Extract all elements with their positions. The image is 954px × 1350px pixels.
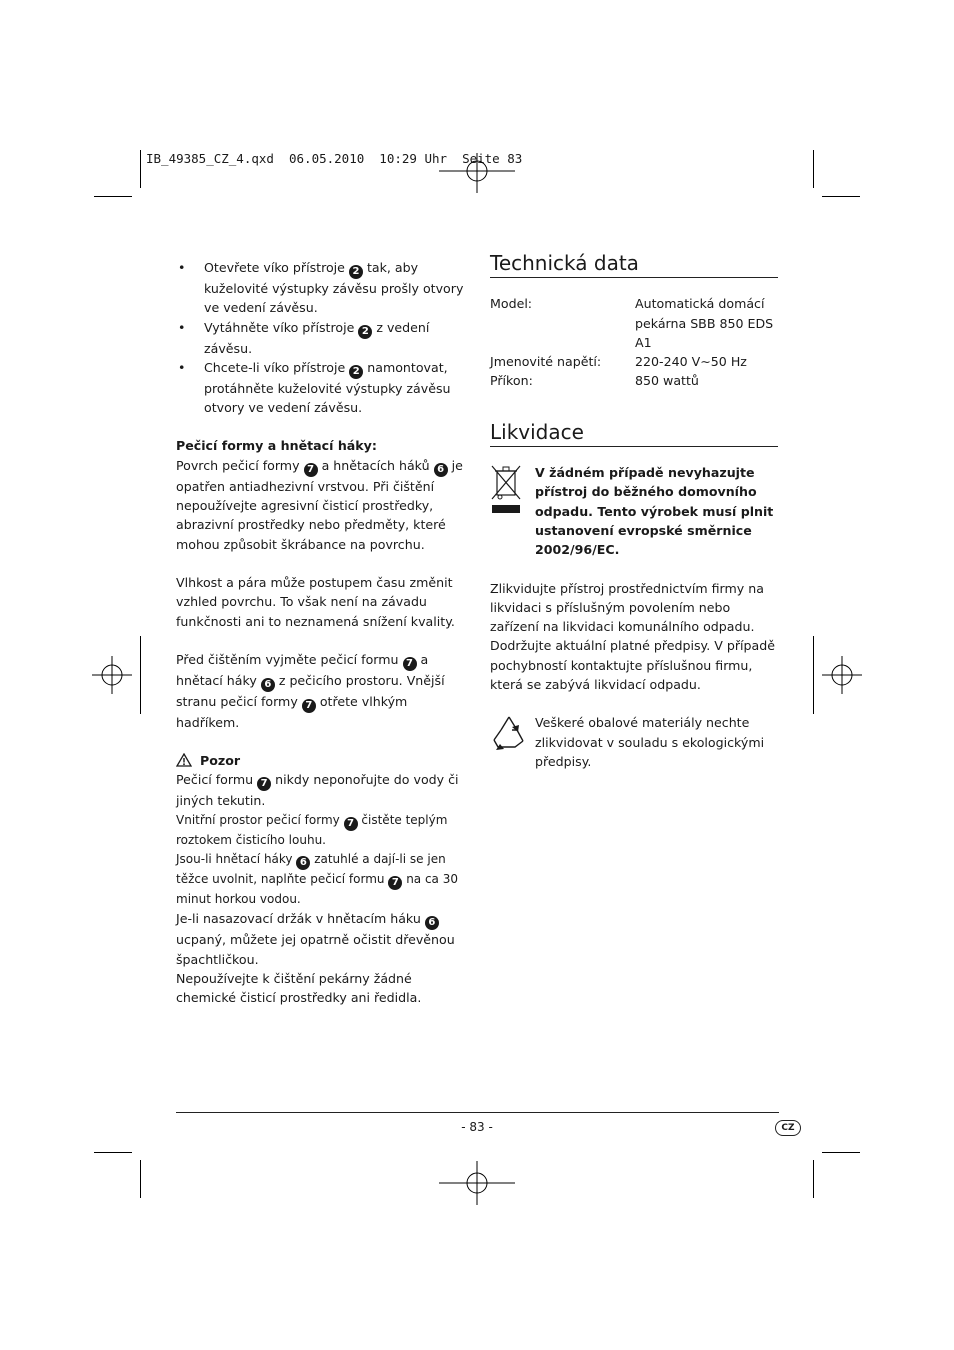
opening-instructions [176, 258, 466, 417]
paragraph: Před čištěním vyjměte pečicí formu 7 a hnětací háky 6 z pečicího prostoru. Vnější stranu pečicí formy 7 otřete vlhkým hadříkem. [176, 651, 445, 730]
paragraph: Vlhkost a pára může postupem času změnit vzhled povrchu. To však není na závadu funkčnosti ani to neznamená snížení kvality. [176, 574, 455, 629]
crossed-bin-icon [490, 463, 522, 515]
spec-value: 220-240 V∼50 Hz [635, 354, 747, 370]
spec-label: Jmenovité napětí: [490, 354, 602, 370]
caution-line: Jsou-li hnětací háky 6 zatuhlé a dají-li se jen těžce uvolnit, naplňte pečicí formu 7 na ca 30 minut horkou vodou. [176, 852, 458, 907]
spec-value: Automatická domácí pekárna SBB 850 EDS A1 [635, 296, 774, 350]
language-badge: CZ [775, 1120, 801, 1136]
page-number: - 83 - [461, 1120, 493, 1134]
warning-triangle-icon [176, 753, 192, 767]
weee-notice [490, 463, 778, 559]
paragraph: Dodržujte aktuální platné předpisy. V případě pochybností kontaktujte příslušnou firmu, která se zabývá likvidací odpadu. [490, 638, 775, 693]
spec-label: Příkon: [490, 373, 533, 389]
part-number-badge: 2 [349, 365, 363, 379]
caution-line: Vnitřní prostor pečicí formy 7 čistěte teplým roztokem čisticího louhu. [176, 812, 448, 847]
section-heading: Pečicí formy a hnětací háky: [176, 438, 377, 454]
registration-mark-icon [92, 636, 132, 714]
footer-rule [176, 1112, 779, 1113]
recycle-icon [490, 713, 528, 751]
paragraph: Povrch pečicí formy 7 a hnětacích háků 6 je opatřen antiadhezivní vrstvou. Při čištění nepoužívejte agresivní čisticí prostředky, abrazivní prostředky nebo předměty, které mohou způsobit škrábance na povrchu. [176, 457, 463, 552]
registration-mark-icon [822, 636, 862, 714]
caution-heading: Pozor [176, 751, 466, 770]
spec-value: 850 wattů [635, 373, 699, 389]
list-item: • Otevřete víko přístroje 2 tak, aby kuželovité výstupky závěsu prošly otvory ve vedení závěsu. [176, 258, 466, 318]
registration-mark-icon [437, 1155, 517, 1211]
registration-mark-icon [437, 143, 517, 207]
file-slug: IB_49385_CZ_4.qxd 06.05.2010 10:29 Uhr Seite 83 [146, 151, 523, 166]
part-number-badge: 2 [358, 325, 372, 339]
recycling-notice [490, 713, 778, 771]
weee-text: V žádném případě nevyhazujte přístroj do běžného domovního odpadu. Tento výrobek musí plnit ustanovení evropské směrnice 2002/96/EC. [535, 465, 774, 558]
spec-table [490, 294, 778, 390]
caution-line: Je-li nasazovací držák v hnětacím háku 6 ucpaný, můžete jej opatrně očistit dřevěnou špachtličkou. [176, 911, 455, 967]
paragraph: Zlikvidujte přístroj prostřednictvím firmy na likvidaci s příslušným povolením nebo zařízení na likvidaci komunálního odpadu. [490, 580, 764, 635]
list-item: • Vytáhněte víko přístroje 2 z vedení závěsu. [176, 318, 466, 358]
list-item: • Chcete-li víko přístroje 2 namontovat, protáhněte kuželovité výstupky závěsu otvory ve vedení závěsu. [176, 358, 466, 418]
right-column [490, 251, 778, 771]
caution-line: Pečicí formu 7 nikdy neponořujte do vody či jiných tekutin. [176, 772, 459, 809]
caution-line: Nepoužívejte k čištění pekárny žádné chemické čisticí prostředky ani ředidla. [176, 970, 422, 1006]
tech-data-heading: Technická data [490, 254, 778, 278]
recycle-text: Veškeré obalové materiály nechte zlikvidovat v souladu s ekologickými předpisy. [535, 715, 765, 769]
left-column [176, 258, 466, 1008]
spec-label: Model: [490, 296, 533, 312]
disposal-heading: Likvidace [490, 423, 778, 447]
part-number-badge: 2 [349, 265, 363, 279]
